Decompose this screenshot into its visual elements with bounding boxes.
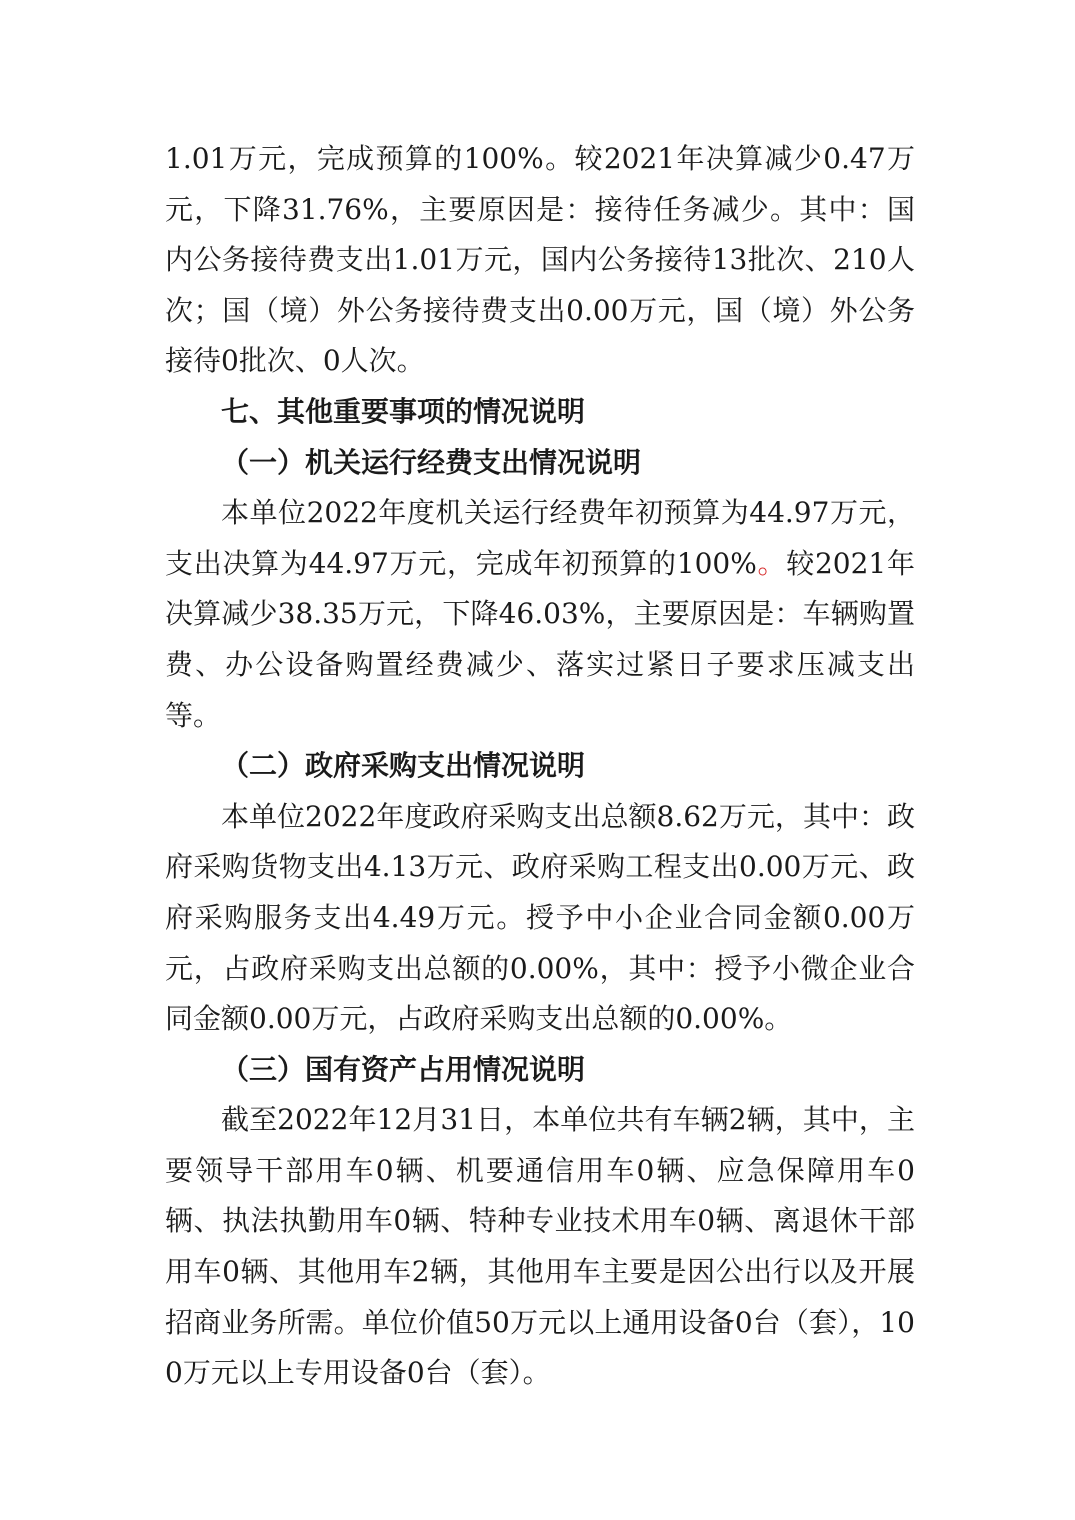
subsection-title-procurement: （二）政府采购支出情况说明 [221,749,586,783]
subsection-title-state-assets: （三）国有资产占用情况说明 [221,1052,586,1086]
paragraph-state-assets: 截至2022年12月31日，本单位共有车辆2辆，其中，主要领导干部用车0辆、机要通信用车0辆、应急保障用车0辆、执法执勤用车0辆、特种专业技术用车0辆、离退休干部用车0辆、其他用车2辆，其他用车主要是因公出行以及开展招商业务所需。单位价值50万元以上通用设备0台（套），100万元以上专用设备0台（套）。 [165,1103,915,1390]
paragraph-reception-expenses: 1.01万元，完成预算的100%。较2021年决算减少0.47万元，下降31.76%，主要原因是：接待任务减少。其中：国内公务接待费支出1.01万元，国内公务接待13批次、210人次；国（境）外公务接待费支出0.00万元，国（境）外公务接待0批次、0人次。 [165,142,915,378]
section-title-other-matters: 七、其他重要事项的情况说明 [221,394,586,428]
subsection-title-operating-expenses: （一）机关运行经费支出情况说明 [221,445,642,479]
document-page [165,134,915,1399]
highlighted-period-mark: 。 [756,546,787,580]
paragraph-operating-expenses [165,488,915,741]
paragraph-procurement: 本单位2022年度政府采购支出总额8.62万元，其中：政府采购货物支出4.13万元、政府采购工程支出0.00万元、政府采购服务支出4.49万元。授予中小企业合同金额0.00万元，占政府采购支出总额的0.00%，其中：授予小微企业合同金额0.00万元，占政府采购支出总额的0.00%。 [165,799,915,1036]
paragraph-operating-expenses-part2: 较2021年决算减少38.35万元，下降46.03%，主要原因是：车辆购置费、办公设备购置经费减少、落实过紧日子要求压减支出等。 [165,546,915,732]
paragraph-operating-expenses-part1: 本单位2022年度机关运行经费年初预算为44.97万元，支出决算为44.97万元，完成年初预算的100% [165,496,915,580]
